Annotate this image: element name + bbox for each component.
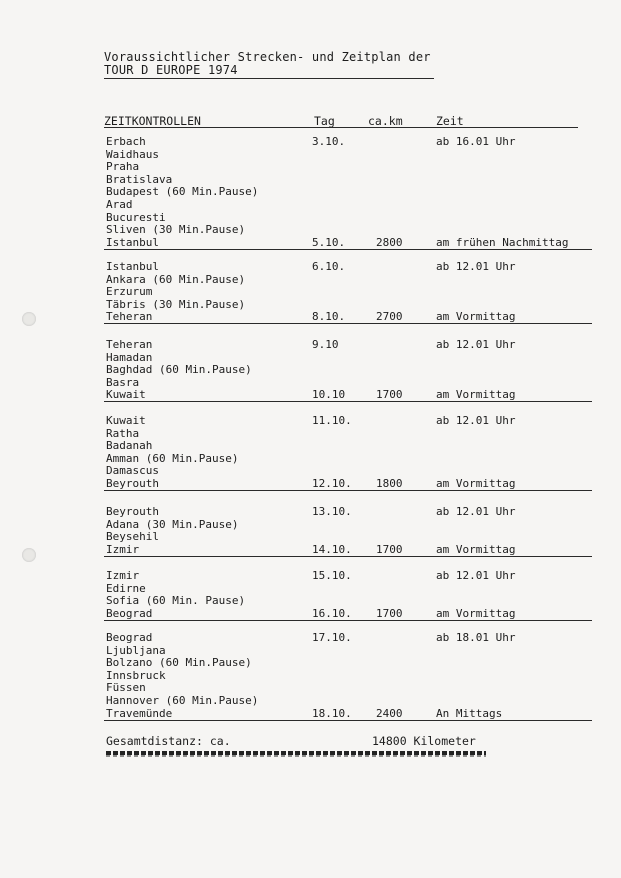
start-day: 15.10.: [312, 569, 352, 582]
route-segment: [104, 505, 594, 559]
end-day: 16.10.: [312, 606, 352, 620]
column-header-km: ca.km: [368, 114, 403, 128]
start-time: ab 12.01 Uhr: [436, 260, 516, 273]
control-point: Izmir: [106, 542, 140, 556]
distance-km: 2800: [376, 235, 403, 249]
control-point: Istanbul: [106, 235, 159, 249]
control-point: Sliven (30 Min.Pause): [106, 223, 246, 237]
control-point: Edirne: [106, 581, 146, 595]
end-day: 18.10.: [312, 706, 352, 720]
segment-rule: [104, 401, 592, 402]
route-segment: [104, 414, 594, 494]
end-time: am Vormittag: [436, 310, 516, 324]
control-point: Täbris (30 Min.Pause): [106, 297, 246, 311]
document-subtitle: TOUR D EUROPE 1974: [104, 63, 238, 77]
control-point: Basra: [106, 375, 140, 389]
control-point: Ratha: [106, 426, 140, 440]
column-header-place: ZEITKONTROLLEN: [104, 114, 201, 128]
control-point: Ankara (60 Min.Pause): [106, 272, 246, 286]
end-day: 5.10.: [312, 235, 346, 249]
control-point: Erbach: [106, 135, 146, 148]
control-point: Waidhaus: [106, 147, 159, 161]
end-day: 12.10.: [312, 477, 352, 490]
control-point: Bucuresti: [106, 210, 166, 224]
total-label: Gesamtdistanz: ca.: [106, 734, 231, 748]
control-point: Istanbul: [106, 260, 159, 273]
route-segment: [104, 569, 594, 623]
control-point: Damascus: [106, 464, 159, 478]
control-point: Hamadan: [106, 350, 153, 364]
control-point: Badanah: [106, 439, 153, 453]
start-day: 13.10.: [312, 505, 352, 518]
segment-rule: [104, 556, 592, 557]
control-point: Travemünde: [106, 706, 173, 720]
start-day: 3.10.: [312, 135, 346, 148]
segment-rule: [104, 720, 592, 721]
double-underline: [106, 755, 486, 757]
control-point: Erzurum: [106, 285, 153, 299]
column-header-time: Zeit: [436, 114, 464, 128]
control-point: Izmir: [106, 569, 140, 582]
start-time: ab 18.01 Uhr: [436, 631, 516, 644]
control-point: Kuwait: [106, 414, 146, 427]
start-time: ab 12.01 Uhr: [436, 414, 516, 427]
end-day: 8.10.: [312, 310, 346, 324]
control-point: Füssen: [106, 681, 146, 695]
document-title: Voraussichtlicher Strecken- und Zeitplan der: [104, 50, 431, 64]
control-point: Beyrouth: [106, 505, 159, 518]
route-segment: [104, 260, 594, 327]
route-segment: [104, 135, 594, 252]
start-time: ab 16.01 Uhr: [436, 135, 516, 148]
segment-rule: [104, 323, 592, 324]
control-point: Hannover (60 Min.Pause): [106, 694, 259, 707]
control-point: Teheran: [106, 310, 153, 324]
title-underline: [104, 78, 434, 79]
segment-rule: [104, 490, 592, 491]
distance-km: 2400: [376, 706, 403, 720]
control-point: Arad: [106, 198, 133, 211]
control-point: Budapest (60 Min.Pause): [106, 185, 259, 199]
control-point: Praha: [106, 160, 140, 174]
control-point: Innsbruck: [106, 668, 166, 682]
control-point: Beograd: [106, 606, 153, 620]
punch-hole: [22, 312, 36, 326]
control-point: Beysehil: [106, 530, 159, 544]
distance-km: 2700: [376, 310, 403, 324]
end-time: An Mittags: [436, 706, 503, 720]
distance-km: 1700: [376, 606, 403, 620]
total-value: 14800 Kilometer: [372, 734, 476, 748]
control-point: Bolzano (60 Min.Pause): [106, 656, 252, 670]
start-time: ab 12.01 Uhr: [436, 505, 516, 518]
end-time: am Vormittag: [436, 542, 516, 556]
start-day: 11.10.: [312, 414, 352, 427]
start-day: 9.10: [312, 338, 339, 351]
start-time: ab 12.01 Uhr: [436, 338, 516, 351]
distance-km: 1700: [376, 388, 403, 402]
distance-km: 1700: [376, 542, 403, 556]
start-day: 6.10.: [312, 260, 346, 273]
end-time: am Vormittag: [436, 606, 516, 620]
header-rule: [104, 127, 578, 128]
control-point: Bratislava: [106, 172, 173, 186]
control-point: Kuwait: [106, 388, 146, 402]
end-time: am Vormittag: [436, 477, 516, 490]
route-segment: [104, 338, 594, 405]
punch-hole: [22, 548, 36, 562]
control-point: Baghdad (60 Min.Pause): [106, 363, 252, 377]
control-point: Sofia (60 Min. Pause): [106, 594, 246, 608]
column-header-day: Tag: [314, 114, 335, 128]
start-day: 17.10.: [312, 631, 352, 644]
segment-rule: [104, 620, 592, 621]
control-point: Adana (30 Min.Pause): [106, 517, 239, 531]
end-time: am frühen Nachmittag: [436, 235, 569, 249]
end-day: 10.10: [312, 388, 346, 402]
start-time: ab 12.01 Uhr: [436, 569, 516, 582]
end-time: am Vormittag: [436, 388, 516, 402]
control-point: Beograd: [106, 631, 153, 644]
control-point: Teheran: [106, 338, 153, 351]
distance-km: 1800: [376, 477, 403, 490]
segment-rule: [104, 249, 592, 250]
control-point: Amman (60 Min.Pause): [106, 451, 239, 465]
control-point: Beyrouth: [106, 477, 159, 490]
route-segment: [104, 631, 594, 723]
end-day: 14.10.: [312, 542, 352, 556]
control-point: Ljubljana: [106, 643, 166, 657]
